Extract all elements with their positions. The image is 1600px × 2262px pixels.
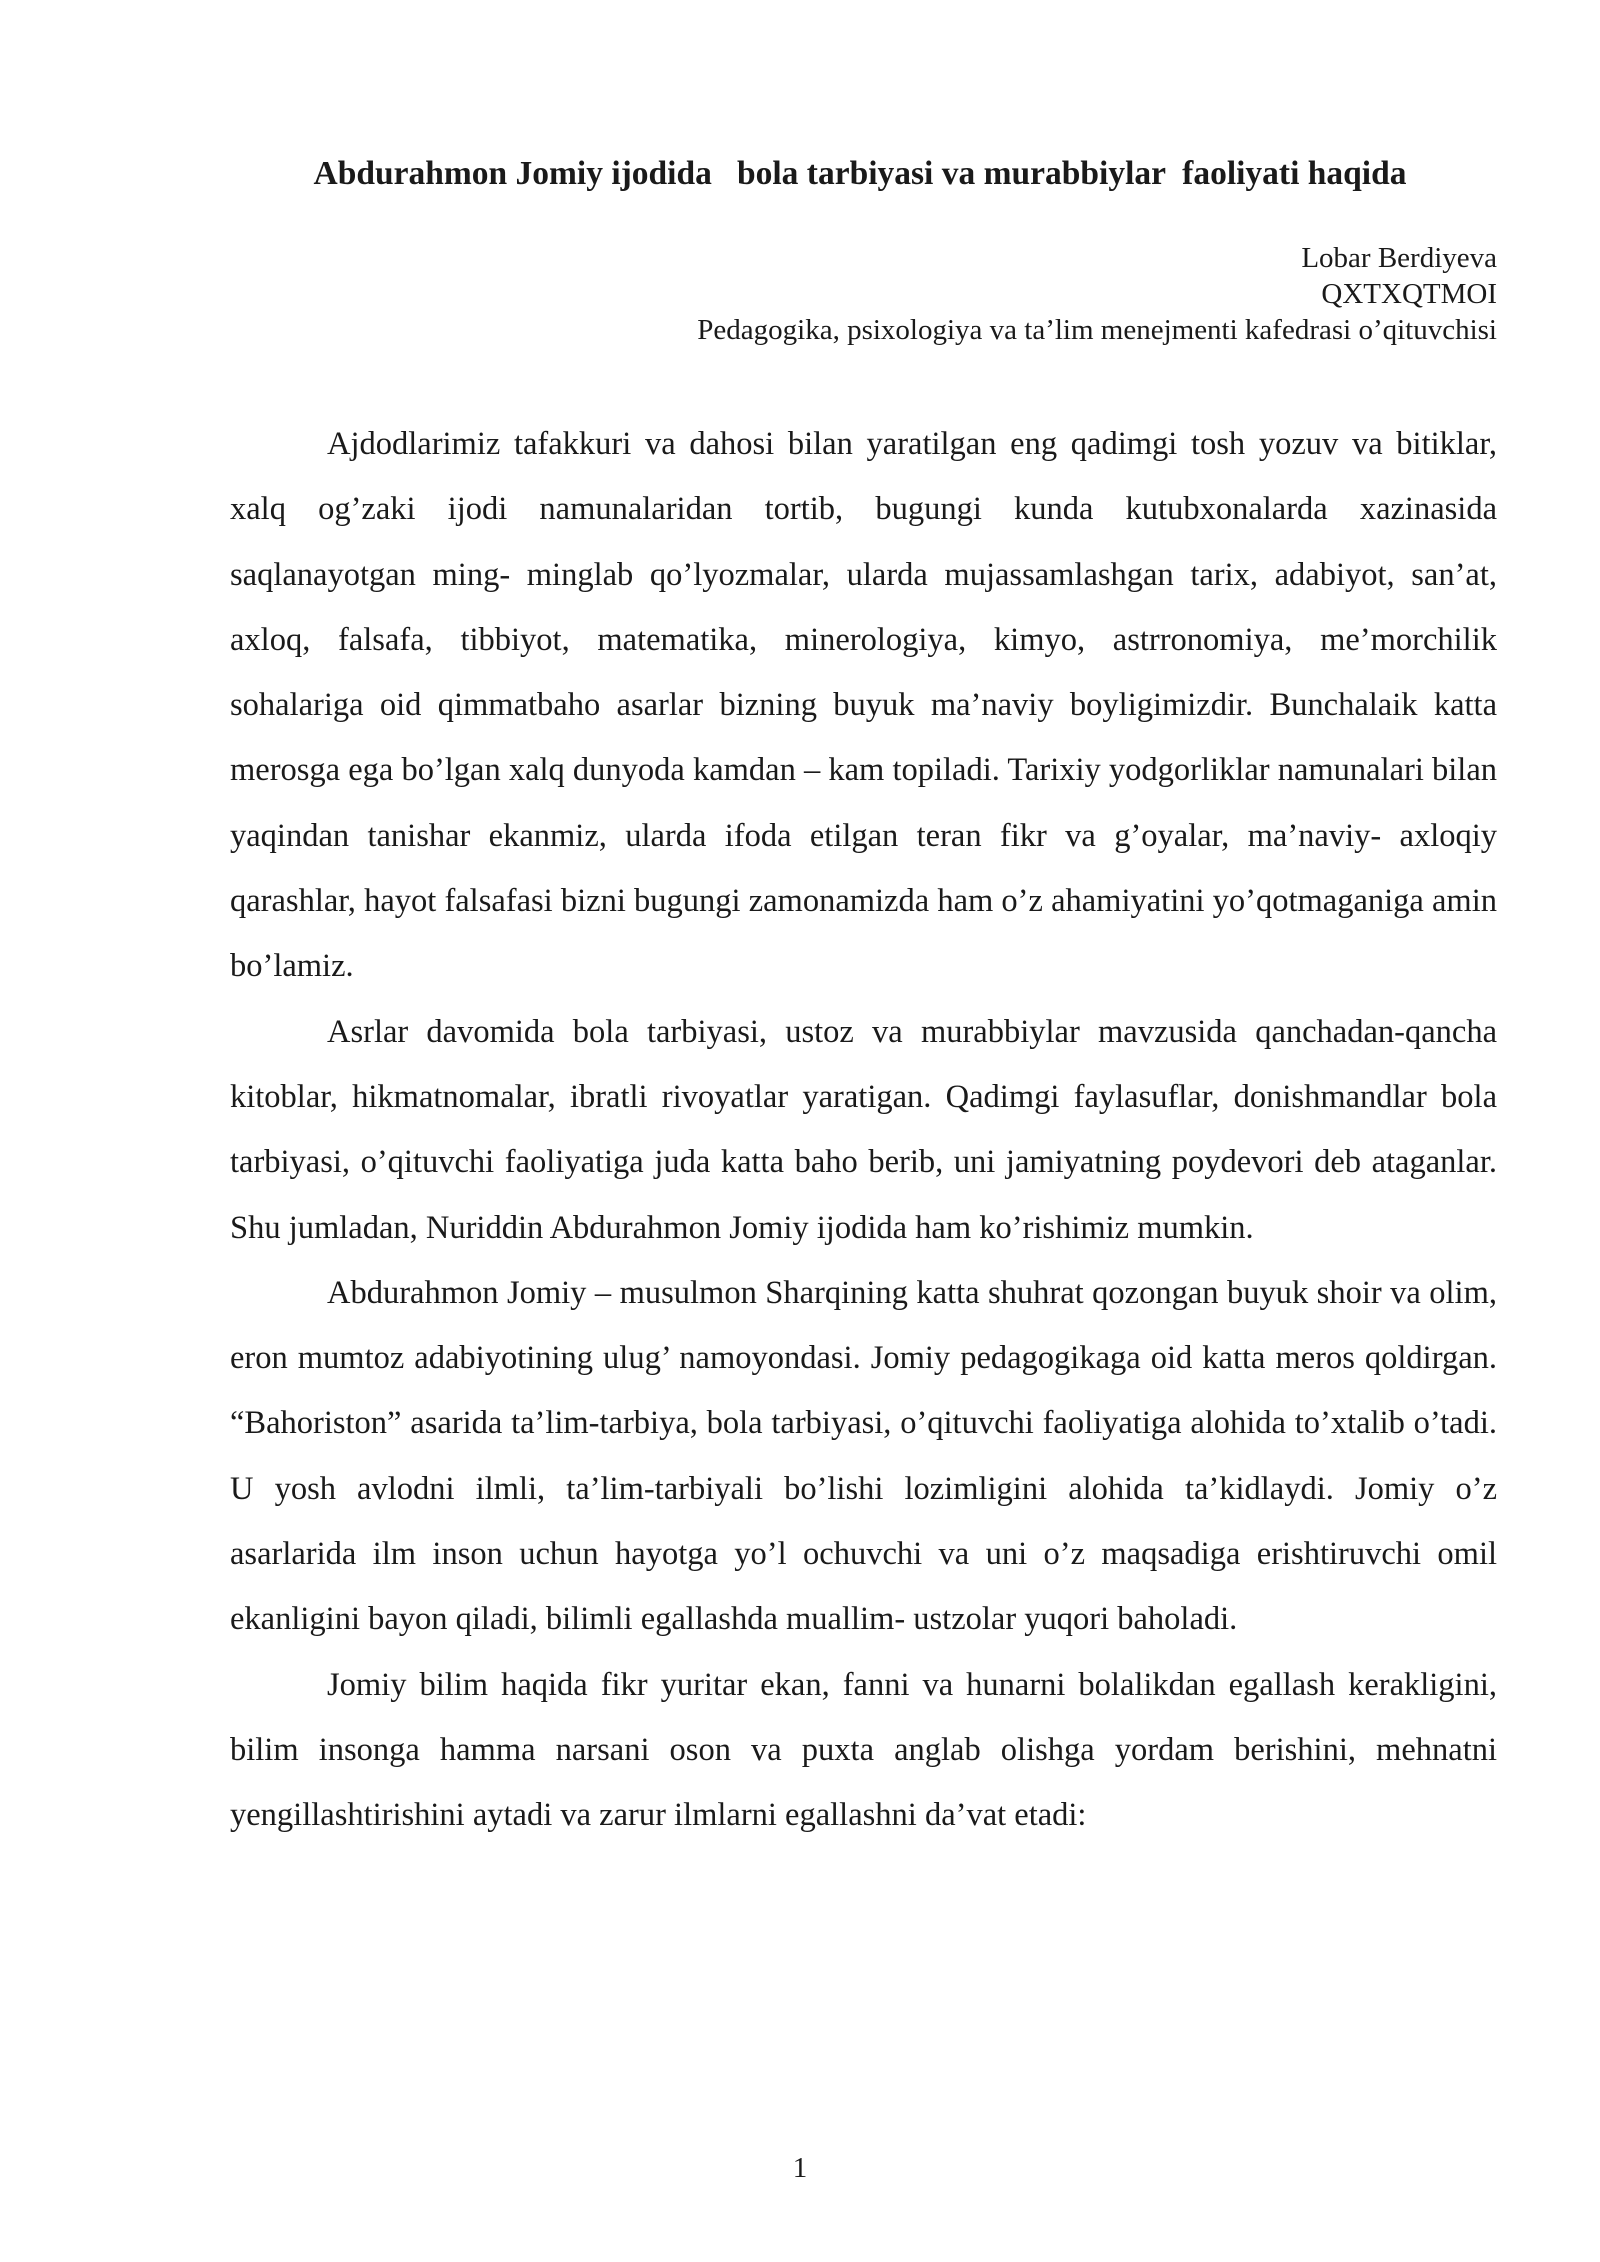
document-title: Abdurahmon Jomiy ijodida bola tarbiyasi va murabbiylar faoliyati haqida	[313, 155, 1407, 192]
author-name: Lobar Berdiyeva	[1301, 242, 1497, 274]
paragraph-3: Abdurahmon Jomiy – musulmon Sharqining katta shuhrat qozongan buyuk shoir va olim, eron mumtoz adabiyotining ulug’ namoyondasi. Jomiy pedagogikaga oid katta meros qoldirgan. “Bahoriston” asarida ta’lim-tarbiya, bola tarbiyasi, o’qituvchi faoliyatiga alohida to’xtalib o’tadi. U yosh avlodni ilmli, ta’lim-tarbiyali bo’lishi lozimligini alohida ta’kidlaydi. Jomiy o’z asarlarida ilm inson uchun hayotga yo’l ochuvchi va uni o’z maqsadiga erishtiruvchi omil ekanligini bayon qiladi, bilimli egallashda muallim- ustzolar yuqori baholadi.	[230, 1274, 1497, 1638]
paragraph-1: Ajdodlarimiz tafakkuri va dahosi bilan yaratilgan eng qadimgi tosh yozuv va bitiklar, xalq og’zaki ijodi namunalaridan tortib, bugungi kunda kutubxonalarda xazinasida saqlanayotgan ming- minglab qo’lyozmalar, ularda mujassamlashgan tarix, adabiyot, san’at, axloq, falsafa, tibbiyot, matematika, minerologiya, kimyo, astrronomiya, me’morchilik sohalariga oid qimmatbaho asarlar bizning buyuk ma’naviy boyligimizdir. Bunchalaik katta merosga ega bo’lgan xalq dunyoda kamdan – kam topiladi. Tarixiy yodgorliklar namunalari bilan yaqindan tanishar ekanmiz, ularda ifoda etilgan teran fikr va g’oyalar, ma’naviy- axloqiy qarashlar, hayot falsafasi bizni bugungi zamonamizda ham o’z ahamiyatini yo’qotmaganiga amin bo’lamiz.	[230, 426, 1497, 985]
author-position: Pedagogika, psixologiya va ta’lim menejmenti kafedrasi o’qituvchisi	[697, 314, 1497, 346]
page-number: 1	[792, 2152, 808, 2184]
document-body	[230, 412, 1497, 1849]
author-institution: QXTXQTMOI	[1321, 278, 1497, 310]
paragraph-2: Asrlar davomida bola tarbiyasi, ustoz va murabbiylar mavzusida qanchadan-qancha kitoblar, hikmatnomalar, ibratli rivoyatlar yaratigan. Qadimgi faylasuflar, donishmandlar bola tarbiyasi, o’qituvchi faoliyatiga juda katta baho berib, uni jamiyatning poydevori deb ataganlar. Shu jumladan, Nuriddin Abdurahmon Jomiy ijodida ham ko’rishimiz mumkin.	[230, 1013, 1497, 1246]
author-block	[697, 240, 1497, 348]
paragraph-4: Jomiy bilim haqida fikr yuritar ekan, fanni va hunarni bolalikdan egallash kerakligini, bilim insonga hamma narsani oson va puxta anglab olishga yordam berishini, mehnatni yengillashtirishini aytadi va zarur ilmlarni egallashni da’vat etadi:	[230, 1666, 1497, 1834]
